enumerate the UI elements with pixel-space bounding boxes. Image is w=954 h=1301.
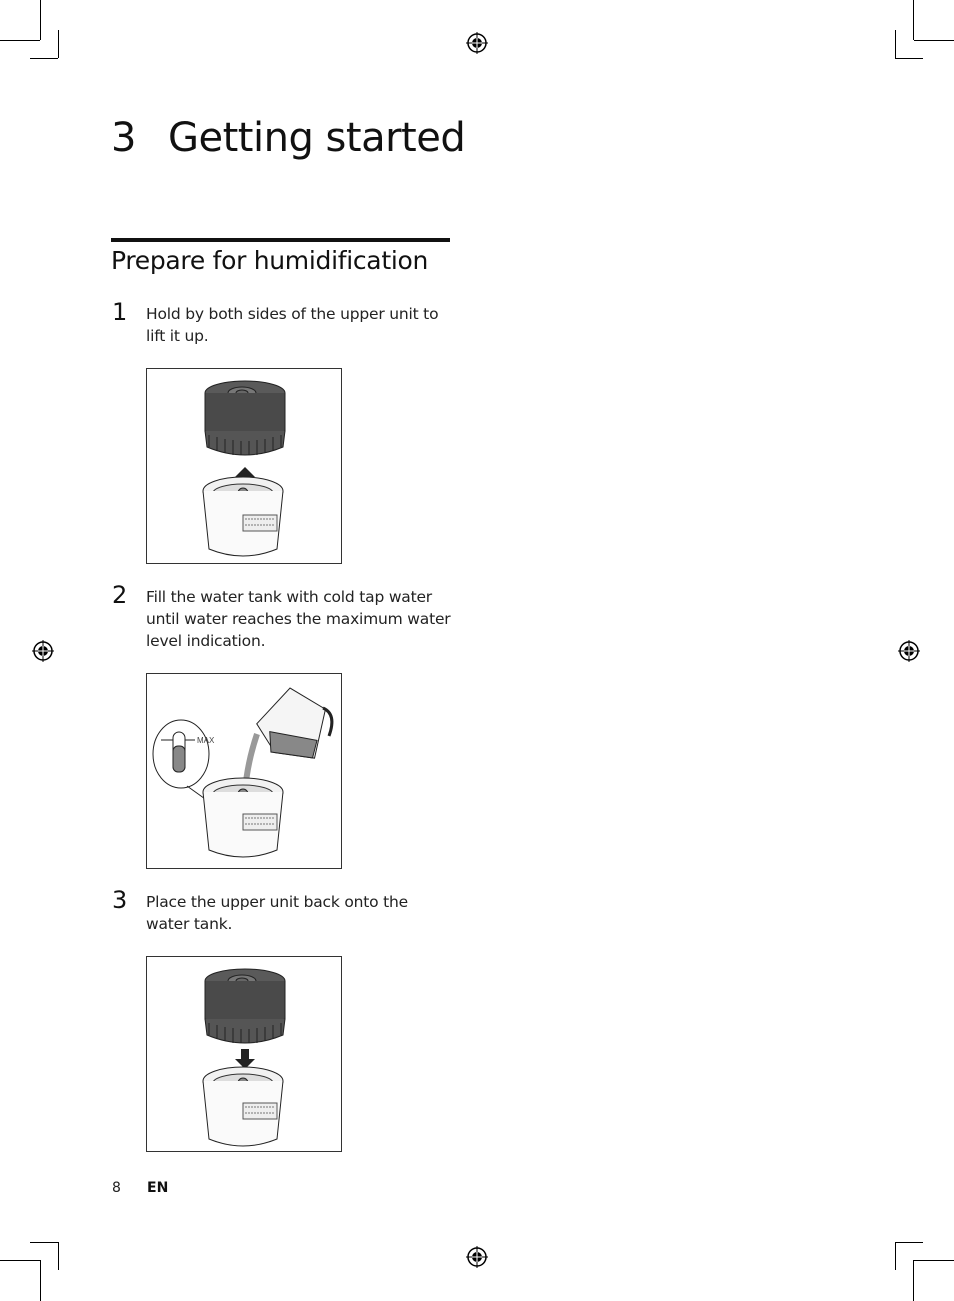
language-code: EN — [147, 1180, 169, 1196]
crop-mark — [895, 58, 923, 59]
crop-mark — [58, 30, 59, 58]
chapter-number: 3 — [111, 115, 137, 161]
step-number: 2 — [112, 581, 128, 609]
crop-mark — [895, 30, 896, 58]
step-number: 3 — [112, 886, 128, 914]
crop-mark — [895, 1242, 896, 1270]
registration-mark-icon — [466, 1246, 488, 1268]
crop-mark — [58, 1242, 59, 1270]
crop-mark — [914, 40, 954, 41]
registration-mark-icon — [32, 640, 54, 662]
illustration-fill-water-tank — [146, 673, 342, 869]
illustration-lift-upper-unit — [146, 368, 342, 564]
registration-mark-icon — [898, 640, 920, 662]
crop-mark — [40, 0, 41, 40]
section-divider — [111, 238, 450, 242]
crop-mark — [0, 1260, 40, 1261]
step-text: Fill the water tank with cold tap water until water reaches the maximum water level indication. — [146, 588, 451, 650]
step-number: 1 — [112, 298, 128, 326]
crop-mark — [914, 1260, 954, 1261]
page-number: 8 — [112, 1180, 121, 1196]
illustration-place-upper-unit — [146, 956, 342, 1152]
crop-mark — [895, 1242, 923, 1243]
step-text: Hold by both sides of the upper unit to lift it up. — [146, 305, 439, 345]
crop-mark — [40, 1260, 41, 1301]
crop-mark — [30, 58, 58, 59]
section-title: Prepare for humidification — [111, 246, 429, 275]
max-level-label: MAX — [197, 736, 215, 745]
crop-mark — [0, 40, 40, 41]
crop-mark — [913, 1260, 914, 1301]
step-text: Place the upper unit back onto the water tank. — [146, 893, 408, 933]
registration-mark-icon — [466, 32, 488, 54]
crop-mark — [913, 0, 914, 40]
chapter-title: Getting started — [168, 115, 466, 161]
crop-mark — [30, 1242, 58, 1243]
